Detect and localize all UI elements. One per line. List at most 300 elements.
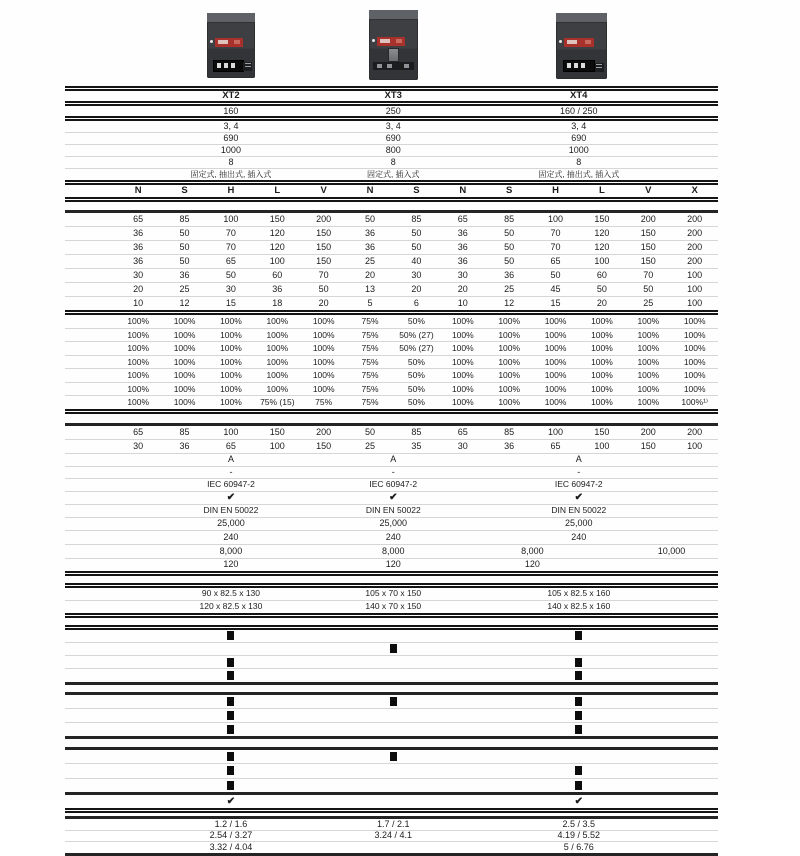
frame-size-cell: 160 / 250 <box>560 105 598 116</box>
availability-square <box>575 711 582 720</box>
breaker-indicator-dot <box>210 40 213 43</box>
weights-cell: 2.54 / 3.27 <box>209 830 253 841</box>
service-breaking-cell: 100% <box>312 383 335 394</box>
service-breaking-cell: 100% <box>220 356 242 367</box>
version-letters-cell: S <box>506 185 513 197</box>
check-row-row <box>65 795 718 808</box>
electrical-data-row <box>65 491 718 504</box>
electrical-data-cell: 150 <box>594 426 610 437</box>
accessories-1-cell <box>440 631 718 640</box>
electrical-data-cell: 100 <box>269 440 285 451</box>
breaking-capacity-cell: 36 <box>133 242 144 252</box>
breaking-capacity-row <box>65 226 718 240</box>
availability-square <box>227 697 234 706</box>
breaking-capacity-cell: 100 <box>548 214 564 224</box>
accessories-3-cell <box>115 766 347 775</box>
breaking-capacity-cell: 30 <box>457 270 468 280</box>
accessories-3-row <box>65 778 718 793</box>
breaking-capacity-cell: 200 <box>687 214 703 224</box>
breaking-capacity-cell: 100 <box>223 214 239 224</box>
service-breaking-cell: 50% <box>407 356 425 367</box>
breaking-capacity-cell: 20 <box>318 298 329 308</box>
service-breaking-cell: 100% <box>544 370 567 380</box>
electrical-data-cell: 8,000 <box>219 545 243 556</box>
version-letters-cell: S <box>413 185 420 197</box>
service-breaking-cell: 100% <box>173 329 196 340</box>
accessories-3-cell <box>115 781 347 790</box>
electrical-data-cell: 35 <box>411 440 422 451</box>
accessories-2-row <box>65 708 718 722</box>
service-breaking-cell: 100% <box>220 329 242 340</box>
breaking-capacity-cell: 12 <box>179 298 190 308</box>
accessories-1-cell <box>115 671 347 680</box>
accessories-3-row <box>65 750 718 764</box>
service-breaking-row <box>65 341 718 355</box>
breaking-capacity-cell: 50 <box>179 242 190 252</box>
electrical-data-cell: 8,000 <box>382 545 405 556</box>
service-breaking-cell: 100% <box>544 343 567 353</box>
electrical-data-row <box>65 439 718 453</box>
weights-cell: 1.2 / 1.6 <box>214 818 248 829</box>
breaking-capacity-cell: 50 <box>179 256 190 266</box>
electrical-data-cell: A <box>575 454 582 464</box>
breaking-capacity-cell: 100 <box>687 270 703 280</box>
service-breaking-row <box>65 395 718 409</box>
electrical-data-cell: 36 <box>504 440 515 451</box>
service-breaking-cell: 75% <box>315 397 333 407</box>
breaking-capacity-cell: 85 <box>179 214 190 224</box>
abb-logo-badge <box>564 38 594 47</box>
frame-size-cell: 250 <box>385 105 401 116</box>
availability-square <box>575 781 582 790</box>
general-specs-row <box>65 168 718 180</box>
weights-cell: 5 / 6.76 <box>563 841 594 852</box>
breaking-capacity-cell: 30 <box>133 270 144 280</box>
electrical-data-cell: 65 <box>133 426 144 437</box>
electrical-data-cell: 25,000 <box>217 518 245 528</box>
general-specs-cell: 固定式, 抽出式, 插入式 <box>538 169 620 179</box>
service-breaking-cell: 100% <box>173 383 196 394</box>
service-breaking-cell: 100% <box>451 329 474 340</box>
service-breaking-cell: 100% <box>266 329 289 340</box>
version-letters-cell: N <box>366 185 374 197</box>
breaking-capacity-cell: 200 <box>687 228 703 238</box>
general-specs-cell: 1000 <box>220 145 241 155</box>
breaking-capacity-row <box>65 282 718 296</box>
breaking-capacity-cell: 50 <box>411 228 422 238</box>
product-header-row <box>65 91 718 101</box>
product-header-cell: XT4 <box>570 90 588 102</box>
breaking-capacity-cell: 36 <box>457 256 468 266</box>
weights-row <box>65 830 718 842</box>
electrical-data-row <box>65 466 718 478</box>
breaking-capacity-cell: 36 <box>457 242 468 252</box>
service-breaking-cell: 75% <box>361 329 379 340</box>
availability-square <box>227 781 234 790</box>
electrical-data-cell: 100 <box>223 426 239 437</box>
breaker-top-cap <box>556 13 607 23</box>
electrical-data-row <box>65 530 718 544</box>
service-breaking-cell: 100% <box>544 383 567 394</box>
breaking-capacity-cell: 100 <box>269 256 285 266</box>
breaking-capacity-cell: 50 <box>179 228 190 238</box>
breaking-capacity-cell: 20 <box>365 270 376 280</box>
breaking-capacity-cell: 100 <box>687 284 703 294</box>
availability-square <box>227 671 234 680</box>
version-letters-cell: H <box>227 185 235 197</box>
breaking-capacity-cell: 10 <box>457 298 468 308</box>
electrical-data-cell: A <box>227 454 234 464</box>
service-breaking-row <box>65 382 718 396</box>
service-breaking-cell: 100% <box>266 356 289 367</box>
availability-square <box>390 697 397 706</box>
accessories-2-row <box>65 722 718 736</box>
service-breaking-cell: 75% <box>361 316 379 326</box>
weights-cell: 2.5 / 3.5 <box>562 818 596 829</box>
breaking-capacity-row <box>65 268 718 282</box>
service-breaking-cell: 100% <box>451 383 474 394</box>
electrical-data-cell: 200 <box>316 426 332 437</box>
service-breaking-cell: 100% <box>683 383 706 394</box>
breaker-indicator-dot <box>559 40 562 43</box>
weights-cell: 4.19 / 5.52 <box>557 830 601 841</box>
electrical-data-cell: 65 <box>225 440 236 451</box>
breaking-capacity-cell: 15 <box>225 298 236 308</box>
service-breaking-cell: 100% <box>637 397 660 407</box>
label-band <box>373 62 414 70</box>
general-specs-row <box>65 144 718 156</box>
service-breaking-cell: 50% <box>407 383 425 394</box>
service-breaking-cell: 100% <box>266 370 289 380</box>
abb-logo-badge <box>215 38 243 47</box>
accessories-2-cell <box>440 711 718 720</box>
availability-square <box>575 766 582 775</box>
version-letters-cell: X <box>691 185 698 197</box>
service-breaking-cell: 100% <box>683 343 706 353</box>
general-specs-cell: 3, 4 <box>223 121 239 131</box>
breaking-capacity-cell: 25 <box>504 284 515 294</box>
electrical-data-cell: 85 <box>504 426 515 437</box>
version-letters-cell: S <box>181 185 188 197</box>
service-breaking-cell: 100% <box>637 356 660 367</box>
breaking-capacity-cell: 36 <box>365 228 376 238</box>
breaking-capacity-cell: 70 <box>550 242 561 252</box>
accessories-1-cell <box>440 671 718 680</box>
breaking-capacity-cell: 25 <box>643 298 654 308</box>
availability-square <box>390 644 397 653</box>
breaking-capacity-cell: 50 <box>643 284 654 294</box>
electrical-data-cell: ✔ <box>226 491 236 503</box>
breaking-capacity-cell: 36 <box>504 270 515 280</box>
accessories-1-row <box>65 642 718 655</box>
accessories-2-cell <box>115 725 347 734</box>
rating-chip <box>595 63 604 72</box>
dimensions-cell: 105 x 82.5 x 160 <box>547 588 611 599</box>
section-gap <box>65 618 718 625</box>
breaking-capacity-cell: 70 <box>550 228 561 238</box>
breaking-capacity-cell: 15 <box>550 298 561 308</box>
service-breaking-cell: 100% <box>451 343 474 353</box>
service-breaking-cell: 100% <box>591 356 613 367</box>
section-divider <box>65 853 718 856</box>
accessories-1-row <box>65 655 718 668</box>
dimensions-cell: 90 x 82.5 x 130 <box>201 588 261 599</box>
breaking-capacity-cell: 60 <box>272 270 283 280</box>
section-gap <box>65 739 718 747</box>
service-breaking-cell: 100% <box>173 316 196 326</box>
breaking-capacity-row <box>65 254 718 268</box>
general-specs-cell: 固定式, 插入式 <box>367 169 420 179</box>
breaking-capacity-cell: 120 <box>269 242 285 252</box>
service-breaking-cell: 100% <box>451 397 474 407</box>
breaking-capacity-cell: 100 <box>687 298 703 308</box>
service-breaking-cell: 100% <box>498 343 521 353</box>
version-letters-cell: L <box>274 185 281 197</box>
breaking-capacity-cell: 200 <box>687 256 703 266</box>
electrical-data-row <box>65 426 718 439</box>
electrical-data-cell: 240 <box>571 531 587 542</box>
xt4-breaker-image <box>556 13 607 79</box>
service-breaking-cell: 100% <box>127 383 150 394</box>
breaking-capacity-cell: 120 <box>594 242 610 252</box>
breaking-capacity-cell: 20 <box>411 284 422 294</box>
service-breaking-cell: 100% <box>591 370 613 380</box>
service-breaking-cell: 100% <box>498 383 521 394</box>
general-specs-row <box>65 156 718 168</box>
breaking-capacity-cell: 25 <box>365 256 376 266</box>
weights-row <box>65 841 718 853</box>
service-breaking-cell: 100% <box>220 383 242 394</box>
service-breaking-cell: 75% (15) <box>260 397 295 407</box>
section-gap <box>65 202 718 210</box>
electrical-data-cell: A <box>390 454 397 464</box>
check-row-cell: ✔ <box>574 795 583 807</box>
breaking-capacity-cell: 200 <box>640 214 656 224</box>
electrical-data-cell: IEC 60947-2 <box>207 479 255 490</box>
service-breaking-cell: 100% <box>683 316 706 326</box>
service-breaking-cell: 100% <box>127 397 150 407</box>
check-row-cell: ✔ <box>226 795 236 807</box>
general-specs-cell: 固定式, 抽出式, 插入式 <box>190 169 272 179</box>
dimensions-cell: 140 x 82.5 x 160 <box>547 601 611 612</box>
electrical-data-cell: 150 <box>316 440 332 451</box>
electrical-data-row <box>65 558 718 571</box>
electrical-data-cell: 150 <box>640 440 656 451</box>
breaking-capacity-cell: 50 <box>504 256 515 266</box>
accessories-3-cell <box>115 752 347 761</box>
weights-cell: 3.32 / 4.04 <box>209 841 253 852</box>
electrical-data-cell: - <box>577 466 581 477</box>
electrical-data-row <box>65 544 718 558</box>
breaking-capacity-row <box>65 213 718 226</box>
electrical-data-cell: 85 <box>411 426 422 437</box>
availability-square <box>575 725 582 734</box>
service-breaking-cell: 100% <box>544 316 567 326</box>
breaking-capacity-cell: 40 <box>411 256 422 266</box>
service-breaking-cell: 100% <box>591 343 613 353</box>
breaking-capacity-cell: 150 <box>594 214 610 224</box>
service-breaking-cell: 100% <box>498 370 521 380</box>
breaker-top-cap <box>207 13 255 23</box>
accessories-1-cell <box>115 631 347 640</box>
breaking-capacity-cell: 10 <box>133 298 144 308</box>
breaking-capacity-cell: 45 <box>550 284 561 294</box>
breaking-capacity-cell: 12 <box>504 298 515 308</box>
breaking-capacity-cell: 150 <box>316 242 332 252</box>
electrical-data-cell: 36 <box>179 440 190 451</box>
service-breaking-row <box>65 315 718 328</box>
electrical-data-cell: DIN EN 50022 <box>365 505 421 516</box>
frame-size-row <box>65 106 718 116</box>
service-breaking-cell: 100% <box>173 370 196 380</box>
electrical-data-cell: ✔ <box>574 491 583 503</box>
service-breaking-cell: 100% <box>220 316 242 326</box>
breaking-capacity-cell: 85 <box>504 214 515 224</box>
accessories-2-cell <box>115 697 347 706</box>
breaking-capacity-cell: 50 <box>318 284 329 294</box>
general-specs-cell: 8 <box>390 157 396 167</box>
service-breaking-cell: 100% <box>637 329 660 340</box>
breaking-capacity-cell: 13 <box>365 284 376 294</box>
breaking-capacity-cell: 150 <box>640 242 656 252</box>
service-breaking-cell: 100% <box>451 370 474 380</box>
service-breaking-row <box>65 368 718 382</box>
accessories-1-row <box>65 630 718 642</box>
weights-cell: 3.24 / 4.1 <box>374 830 413 841</box>
electrical-data-cell: DIN EN 50022 <box>203 505 259 516</box>
section-gap <box>65 685 718 692</box>
electrical-data-cell: - <box>229 466 233 477</box>
accessories-3-cell <box>440 766 718 775</box>
electrical-data-cell: 120 <box>223 559 239 569</box>
service-breaking-cell: 75% <box>361 370 379 380</box>
service-breaking-cell: 100% <box>173 343 196 353</box>
service-breaking-cell: 50% <box>407 316 425 326</box>
service-breaking-cell: 100% <box>544 329 567 340</box>
electrical-data-cell: ✔ <box>389 491 398 503</box>
accessories-2-cell <box>440 697 718 706</box>
section-gap <box>65 576 718 583</box>
availability-square <box>227 658 234 667</box>
spec-table <box>65 86 718 856</box>
availability-square <box>575 697 582 706</box>
breaking-capacity-cell: 65 <box>550 256 561 266</box>
electrical-data-cell: 30 <box>457 440 468 451</box>
service-breaking-cell: 100% <box>266 383 289 394</box>
frame-size-cell: 160 <box>223 105 239 116</box>
service-breaking-cell: 100% <box>637 316 660 326</box>
service-breaking-cell: 100%¹⁾ <box>681 397 709 407</box>
breaking-capacity-cell: 50 <box>411 242 422 252</box>
service-breaking-cell: 50% (27) <box>399 329 434 340</box>
electrical-data-cell: 240 <box>223 531 239 542</box>
breaking-capacity-cell: 150 <box>269 214 285 224</box>
general-specs-cell: 690 <box>385 133 401 143</box>
breaking-capacity-cell: 50 <box>550 270 561 280</box>
version-letters-cell: L <box>599 185 605 197</box>
accessories-3-row <box>65 763 718 778</box>
version-letters-cell: V <box>320 185 327 197</box>
electrical-data-cell: 200 <box>640 426 656 437</box>
version-letters-cell: V <box>645 185 652 197</box>
breaking-capacity-cell: 36 <box>457 228 468 238</box>
breaking-capacity-cell: 50 <box>365 214 376 224</box>
service-breaking-cell: 100% <box>637 370 660 380</box>
availability-square <box>575 671 582 680</box>
electrical-data-row <box>65 478 718 491</box>
accessories-2-cell <box>115 711 347 720</box>
availability-square <box>390 752 397 761</box>
availability-square <box>227 711 234 720</box>
general-specs-row <box>65 121 718 132</box>
service-breaking-cell: 100% <box>498 329 521 340</box>
electrical-data-cell: 30 <box>133 440 144 451</box>
general-specs-cell: 3, 4 <box>571 121 587 131</box>
service-breaking-cell: 75% <box>361 397 379 407</box>
breaking-capacity-cell: 20 <box>596 298 607 308</box>
xt3-breaker-image <box>369 10 418 80</box>
service-breaking-cell: 100% <box>220 343 242 353</box>
electrical-data-cell: 8,000 <box>521 545 544 556</box>
electrical-data-cell: 120 <box>524 559 540 569</box>
service-breaking-cell: 50% <box>407 397 425 407</box>
breaking-capacity-row <box>65 296 718 310</box>
electrical-data-cell: IEC 60947-2 <box>554 479 603 490</box>
service-breaking-cell: 100% <box>498 397 521 407</box>
electrical-data-row <box>65 517 718 530</box>
breaking-capacity-cell: 65 <box>133 214 144 224</box>
service-breaking-cell: 100% <box>498 316 521 326</box>
availability-square <box>227 725 234 734</box>
service-breaking-cell: 100% <box>312 316 335 326</box>
availability-square <box>227 752 234 761</box>
dimensions-cell: 105 x 70 x 150 <box>365 588 422 599</box>
service-breaking-row <box>65 328 718 342</box>
section-gap <box>65 414 718 423</box>
accessories-1-cell <box>347 644 440 653</box>
breaking-capacity-cell: 20 <box>457 284 468 294</box>
service-breaking-cell: 100% <box>591 329 613 340</box>
service-breaking-cell: 100% <box>683 356 706 367</box>
electrical-data-cell: IEC 60947-2 <box>369 479 418 490</box>
general-specs-row <box>65 132 718 144</box>
breaking-capacity-cell: 70 <box>225 228 236 238</box>
service-breaking-cell: 50% (27) <box>399 343 434 353</box>
breaking-capacity-cell: 50 <box>596 284 607 294</box>
general-specs-cell: 690 <box>571 133 587 143</box>
breaking-capacity-cell: 25 <box>179 284 190 294</box>
electrical-data-cell: 10,000 <box>657 545 686 556</box>
electrical-data-cell: 240 <box>385 531 401 542</box>
service-breaking-cell: 100% <box>127 370 150 380</box>
service-breaking-cell: 100% <box>266 316 289 326</box>
breaking-capacity-cell: 150 <box>316 228 332 238</box>
electrical-data-row <box>65 453 718 466</box>
service-breaking-cell: 75% <box>361 383 379 394</box>
service-breaking-cell: 100% <box>451 356 474 367</box>
general-specs-cell: 8 <box>228 157 234 167</box>
service-breaking-cell: 100% <box>683 370 706 380</box>
service-breaking-cell: 100% <box>127 316 150 326</box>
breaking-capacity-cell: 36 <box>179 270 190 280</box>
breaking-capacity-cell: 36 <box>133 256 144 266</box>
electrical-data-cell: 65 <box>457 426 468 437</box>
accessories-2-cell <box>440 725 718 734</box>
service-breaking-cell: 100% <box>127 329 150 340</box>
general-specs-cell: 8 <box>576 157 582 167</box>
breaking-capacity-cell: 60 <box>596 270 607 280</box>
rating-chip <box>243 62 252 71</box>
